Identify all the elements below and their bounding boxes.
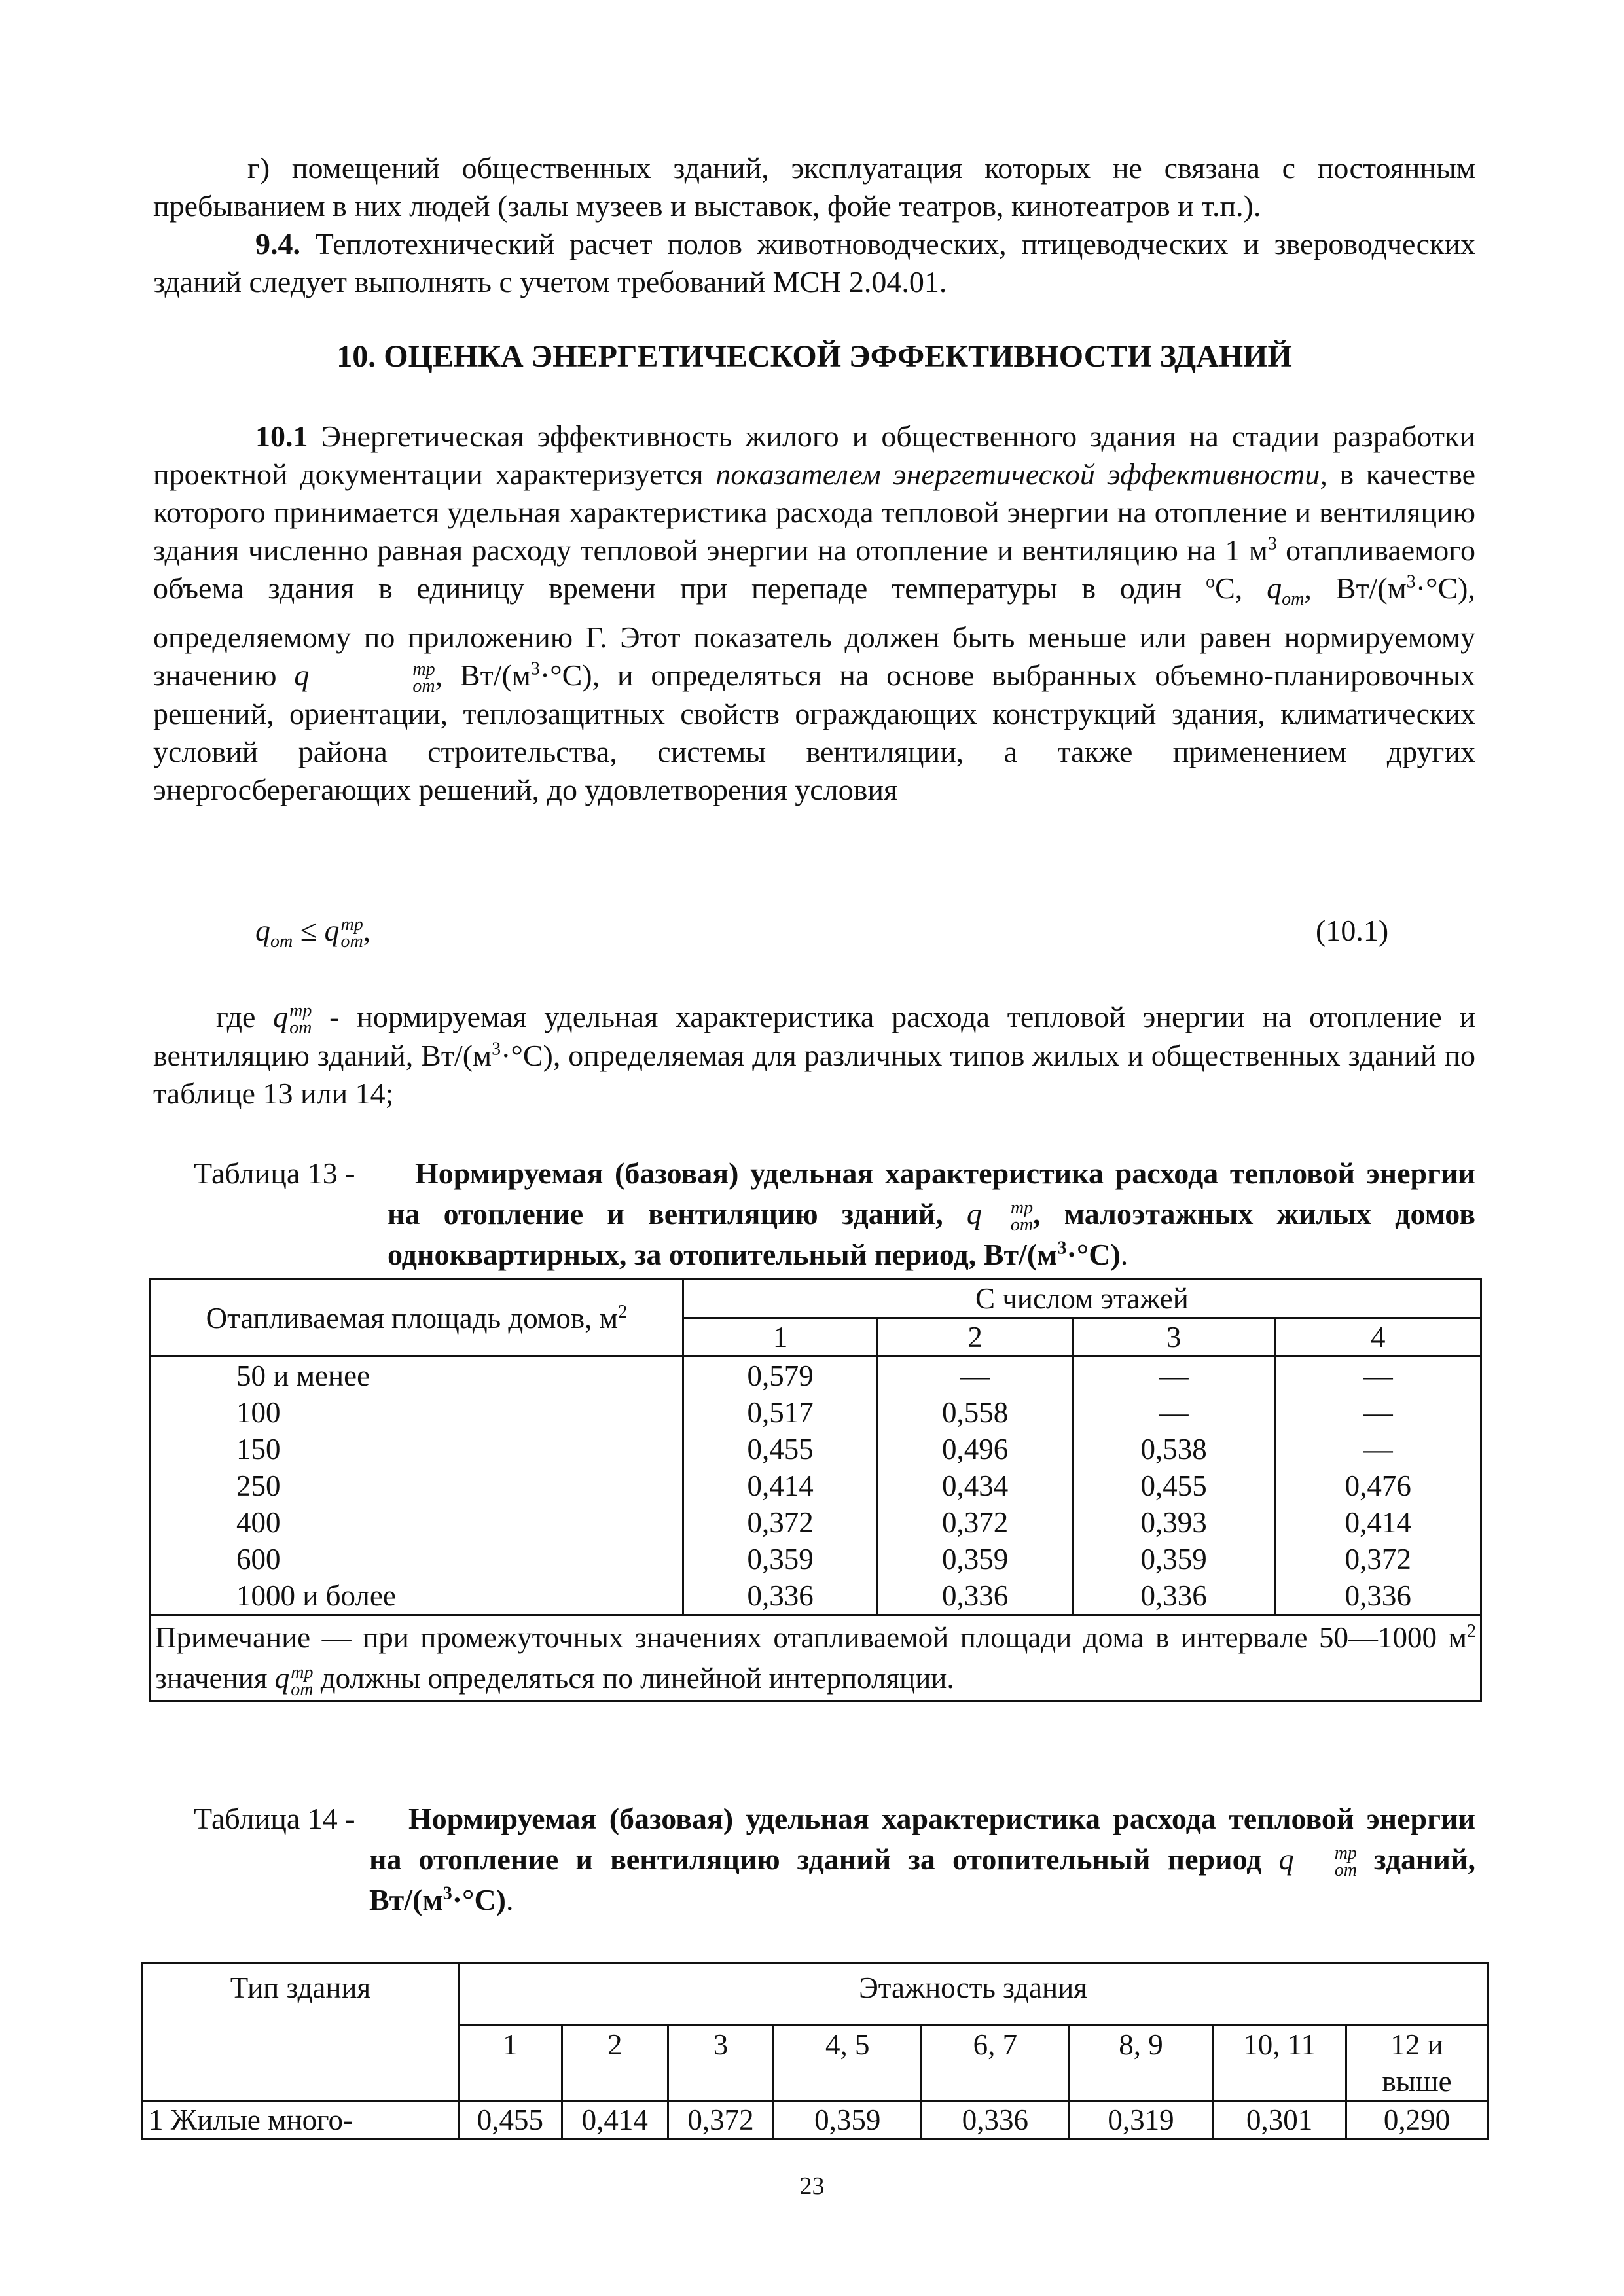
cell-area: 50 и менее [151, 1357, 683, 1395]
formula-comma: , [363, 914, 371, 947]
header-floor-4: 4 [1275, 1318, 1481, 1357]
table-13 [149, 1278, 1482, 1702]
cell-value: 0,336 [1072, 1577, 1275, 1615]
text-run: должны определяться по линейной интерполяции. [313, 1662, 954, 1695]
table-row [143, 2101, 1488, 2140]
cell-value: 0,455 [1072, 1467, 1275, 1504]
symbol-q-ot-tr [966, 1197, 1034, 1236]
cell-value: 0,476 [1275, 1467, 1481, 1504]
text-run: ·°С) [1066, 1238, 1121, 1271]
table-14-title [369, 1799, 1475, 1920]
table-14 [141, 1962, 1489, 2140]
symbol-q-ot-tr [294, 658, 435, 697]
symbol-letter: q [1278, 1842, 1294, 1876]
superscript: тр [289, 1001, 312, 1022]
superscript: о [1206, 571, 1216, 592]
header-floor-1: 1 [683, 1318, 878, 1357]
symbol-q-ot-tr [1278, 1842, 1357, 1881]
paragraph-g-text: г) помещений общественных зданий, эксплуатация которых не связана с постоянным пребыванием в них людей (залы музеев и выставок, фойе театров, кинотеатров и т.п.). [153, 151, 1475, 223]
cell-value: 0,517 [683, 1394, 878, 1431]
cell-value: 0,301 [1213, 2101, 1346, 2140]
cell-value: — [878, 1357, 1073, 1395]
text-run: С, [1215, 571, 1267, 605]
text-run: , Вт/(м [435, 658, 531, 692]
cell-value: 0,414 [683, 1467, 878, 1504]
text-run: , малоэтажных жилых домов одноквартирных, за отопительный период, Вт/(м [388, 1197, 1475, 1271]
symbol-q-ot [1267, 571, 1305, 609]
cell-value: 0,359 [1072, 1541, 1275, 1577]
table-row [151, 1357, 1481, 1395]
text-run: - нормируемая удельная характеристика расхода тепловой энергии на отопление и вентиляцию зданий, Вт/(м [153, 1000, 1475, 1073]
symbol-q-ot-tr [274, 1662, 314, 1700]
symbol-letter: q [294, 658, 310, 692]
table-13-title [388, 1153, 1475, 1275]
cell-value: 0,319 [1069, 2101, 1213, 2140]
cell-value: 0,372 [878, 1504, 1073, 1541]
cell-value: 0,290 [1346, 2101, 1488, 2140]
superscript: тр [1010, 1198, 1034, 1219]
cell-value: 0,372 [668, 2101, 774, 2140]
subscript: от [412, 676, 435, 697]
cell-value: 0,414 [1275, 1504, 1481, 1541]
header-floor: 10, 11 [1213, 2026, 1346, 2101]
table-row [151, 1577, 1481, 1615]
symbol-letter: q [274, 1662, 290, 1695]
subscript: от [340, 931, 363, 952]
cell-value: 0,496 [878, 1431, 1073, 1467]
cell-value: 0,359 [683, 1541, 878, 1577]
superscript: 3 [442, 1883, 452, 1904]
text-run: ·°С), и определяться на основе выбранных объемно-планировочных решений, ориентации, теплозащитных свойств ограждающих конструкций здания, климатических условий района строительства, системы вентиляции, а также применением других энергосберегающих решений, до удовлетворения условия [153, 658, 1475, 807]
header-floor: 8, 9 [1069, 2026, 1213, 2101]
subscript: от [1334, 1860, 1357, 1881]
subscript: от [270, 931, 293, 952]
cell-area: 400 [151, 1504, 683, 1541]
table-row [151, 1467, 1481, 1504]
cell-value: 0,336 [922, 2101, 1070, 2140]
text-run: Энергетическая эффективность жилого и общественного здания на стадии разработки проектной документации характеризуется [153, 420, 1475, 491]
subscript: от [289, 1018, 312, 1039]
superscript: тр [1334, 1843, 1357, 1864]
superscript: 3 [1057, 1238, 1067, 1259]
header-floor: 2 [562, 2026, 668, 2101]
cell-value: 0,359 [774, 2101, 922, 2140]
superscript: тр [340, 914, 363, 935]
subscript: от [1010, 1215, 1034, 1236]
cell-value: 0,336 [683, 1577, 878, 1615]
header-floors: С числом этажей [683, 1280, 1481, 1318]
text-run: ·°С), определяемая для различных типов жилых и общественных зданий по таблице 13 или 14; [153, 1039, 1476, 1111]
symbol-letter: q [1267, 571, 1282, 605]
equation-number: (10.1) [1316, 914, 1389, 947]
index-stack [291, 1664, 313, 1698]
superscript: 3 [530, 658, 540, 679]
symbol-letter: q [966, 1197, 982, 1230]
text-run: ·°С) [452, 1883, 506, 1916]
table-row [151, 1541, 1481, 1577]
cell-value: — [1275, 1357, 1481, 1395]
index-stack [289, 1003, 312, 1037]
cell-value: — [1072, 1357, 1275, 1395]
table-row [151, 1394, 1481, 1431]
italic-term: показателем энергетической эффективности [715, 457, 1320, 491]
text-run: Нормируемая (базовая) удельная характеристика расхода тепловой энергии на отопление и вентиляцию зданий за отопительный период [369, 1802, 1475, 1876]
header-area [151, 1280, 683, 1357]
superscript: 2 [1467, 1621, 1476, 1641]
cell-value: 0,336 [878, 1577, 1073, 1615]
cell-value: 0,558 [878, 1394, 1073, 1431]
clause-text: Теплотехнический расчет полов животноводческих, птицеводческих и звероводческих зданий следует выполнять с учетом требований МСН 2.04.01. [153, 227, 1475, 298]
text-run: Примечание — при промежуточных значениях отапливаемой площади дома в интервале 50—1000 м [155, 1621, 1467, 1654]
cell-value: 0,538 [1072, 1431, 1275, 1467]
cell-value: 0,579 [683, 1357, 878, 1395]
text-run: значения [155, 1662, 275, 1695]
cell-type: 1 Жилые много- [143, 2101, 459, 2140]
cell-value: 0,372 [683, 1504, 878, 1541]
text-run: Отапливаемая площадь домов, м [206, 1301, 619, 1335]
cell-value: 0,455 [458, 2101, 562, 2140]
table-note [151, 1615, 1481, 1701]
text-run: , в качестве которого принимается удельная характеристика расхода тепловой энергии на отопление и вентиляцию здания численно равная расходу тепловой энергии на отопление и вентиляцию на 1 м [153, 457, 1476, 567]
symbol-letter: q [255, 914, 270, 947]
cell-value: — [1275, 1431, 1481, 1467]
header-floor: 1 [458, 2026, 562, 2101]
table-row [151, 1431, 1481, 1467]
section-heading: 10. ОЦЕНКА ЭНЕРГЕТИЧЕСКОЙ ЭФФЕКТИВНОСТИ ЗДАНИЙ [336, 339, 1292, 374]
table-13-label: Таблица 13 - [194, 1157, 355, 1190]
paragraph-g [153, 149, 1475, 225]
cell-value: 0,455 [683, 1431, 878, 1467]
superscript: 3 [1267, 533, 1277, 554]
header-floor: 12 и выше [1346, 2026, 1488, 2101]
cell-area: 1000 и более [151, 1577, 683, 1615]
index-stack [983, 1200, 1033, 1234]
cell-value: 0,372 [1275, 1541, 1481, 1577]
cell-area: 150 [151, 1431, 683, 1467]
table-row [151, 1504, 1481, 1541]
header-floor-2: 2 [878, 1318, 1073, 1357]
table-note-row [151, 1615, 1481, 1701]
clause-number: 9.4. [255, 227, 300, 260]
superscript: 3 [1406, 571, 1416, 592]
superscript: 2 [618, 1301, 628, 1322]
index-stack [1295, 1845, 1357, 1879]
paragraph-where [153, 998, 1475, 1113]
subscript: от [1282, 589, 1305, 609]
table-14-label: Таблица 14 - [194, 1802, 355, 1835]
index-stack [310, 661, 435, 695]
symbol-q-ot-tr [273, 1000, 312, 1039]
table-header-row [143, 1964, 1488, 2026]
header-floor: 6, 7 [922, 2026, 1070, 2101]
paragraph-9-4 [153, 225, 1475, 301]
cell-value: — [1275, 1394, 1481, 1431]
page-number: 23 [799, 2172, 825, 2200]
text-run: отапливаемого объема здания в единицу времени при перепаде температуры в один [153, 533, 1475, 605]
cell-value: — [1072, 1394, 1275, 1431]
cell-value: 0,434 [878, 1467, 1073, 1504]
cell-value: 0,414 [562, 2101, 668, 2140]
text-run: Нормируемая (базовая) удельная характеристика расхода тепловой энергии на отопление и вентиляцию зданий, [388, 1157, 1475, 1230]
cell-area: 600 [151, 1541, 683, 1577]
superscript: тр [291, 1662, 314, 1683]
symbol-letter: q [324, 914, 340, 947]
header-floor-3: 3 [1072, 1318, 1275, 1357]
header-floors: Этажность здания [458, 1964, 1487, 2026]
leq-sign: ≤ [300, 914, 317, 947]
header-floor: 4, 5 [774, 2026, 922, 2101]
clause-number: 10.1 [255, 420, 308, 453]
subscript: от [291, 1679, 314, 1700]
header-floor: 3 [668, 2026, 774, 2101]
table-header-row [151, 1280, 1481, 1318]
cell-area: 100 [151, 1394, 683, 1431]
text-run: . [1120, 1238, 1128, 1271]
formula-10-1 [255, 913, 370, 952]
cell-value: 0,393 [1072, 1504, 1275, 1541]
text-run: , Вт/(м [1304, 571, 1407, 605]
superscript: тр [412, 659, 435, 680]
cell-area: 250 [151, 1467, 683, 1504]
index-stack [340, 916, 363, 950]
header-type: Тип здания [143, 1964, 459, 2101]
superscript: 3 [492, 1039, 501, 1060]
cell-value: 0,336 [1275, 1577, 1481, 1615]
text-run: зданий, Вт/(м [369, 1842, 1476, 1916]
text-run: . [506, 1883, 514, 1916]
symbol-letter: q [273, 1000, 289, 1033]
text-run: где [216, 1000, 274, 1033]
paragraph-10-1 [153, 418, 1475, 809]
text-run: ·°С), определяемому по приложению Г. Этот показатель должен быть меньше или равен нормируемому значению [153, 571, 1475, 692]
cell-value: 0,359 [878, 1541, 1073, 1577]
